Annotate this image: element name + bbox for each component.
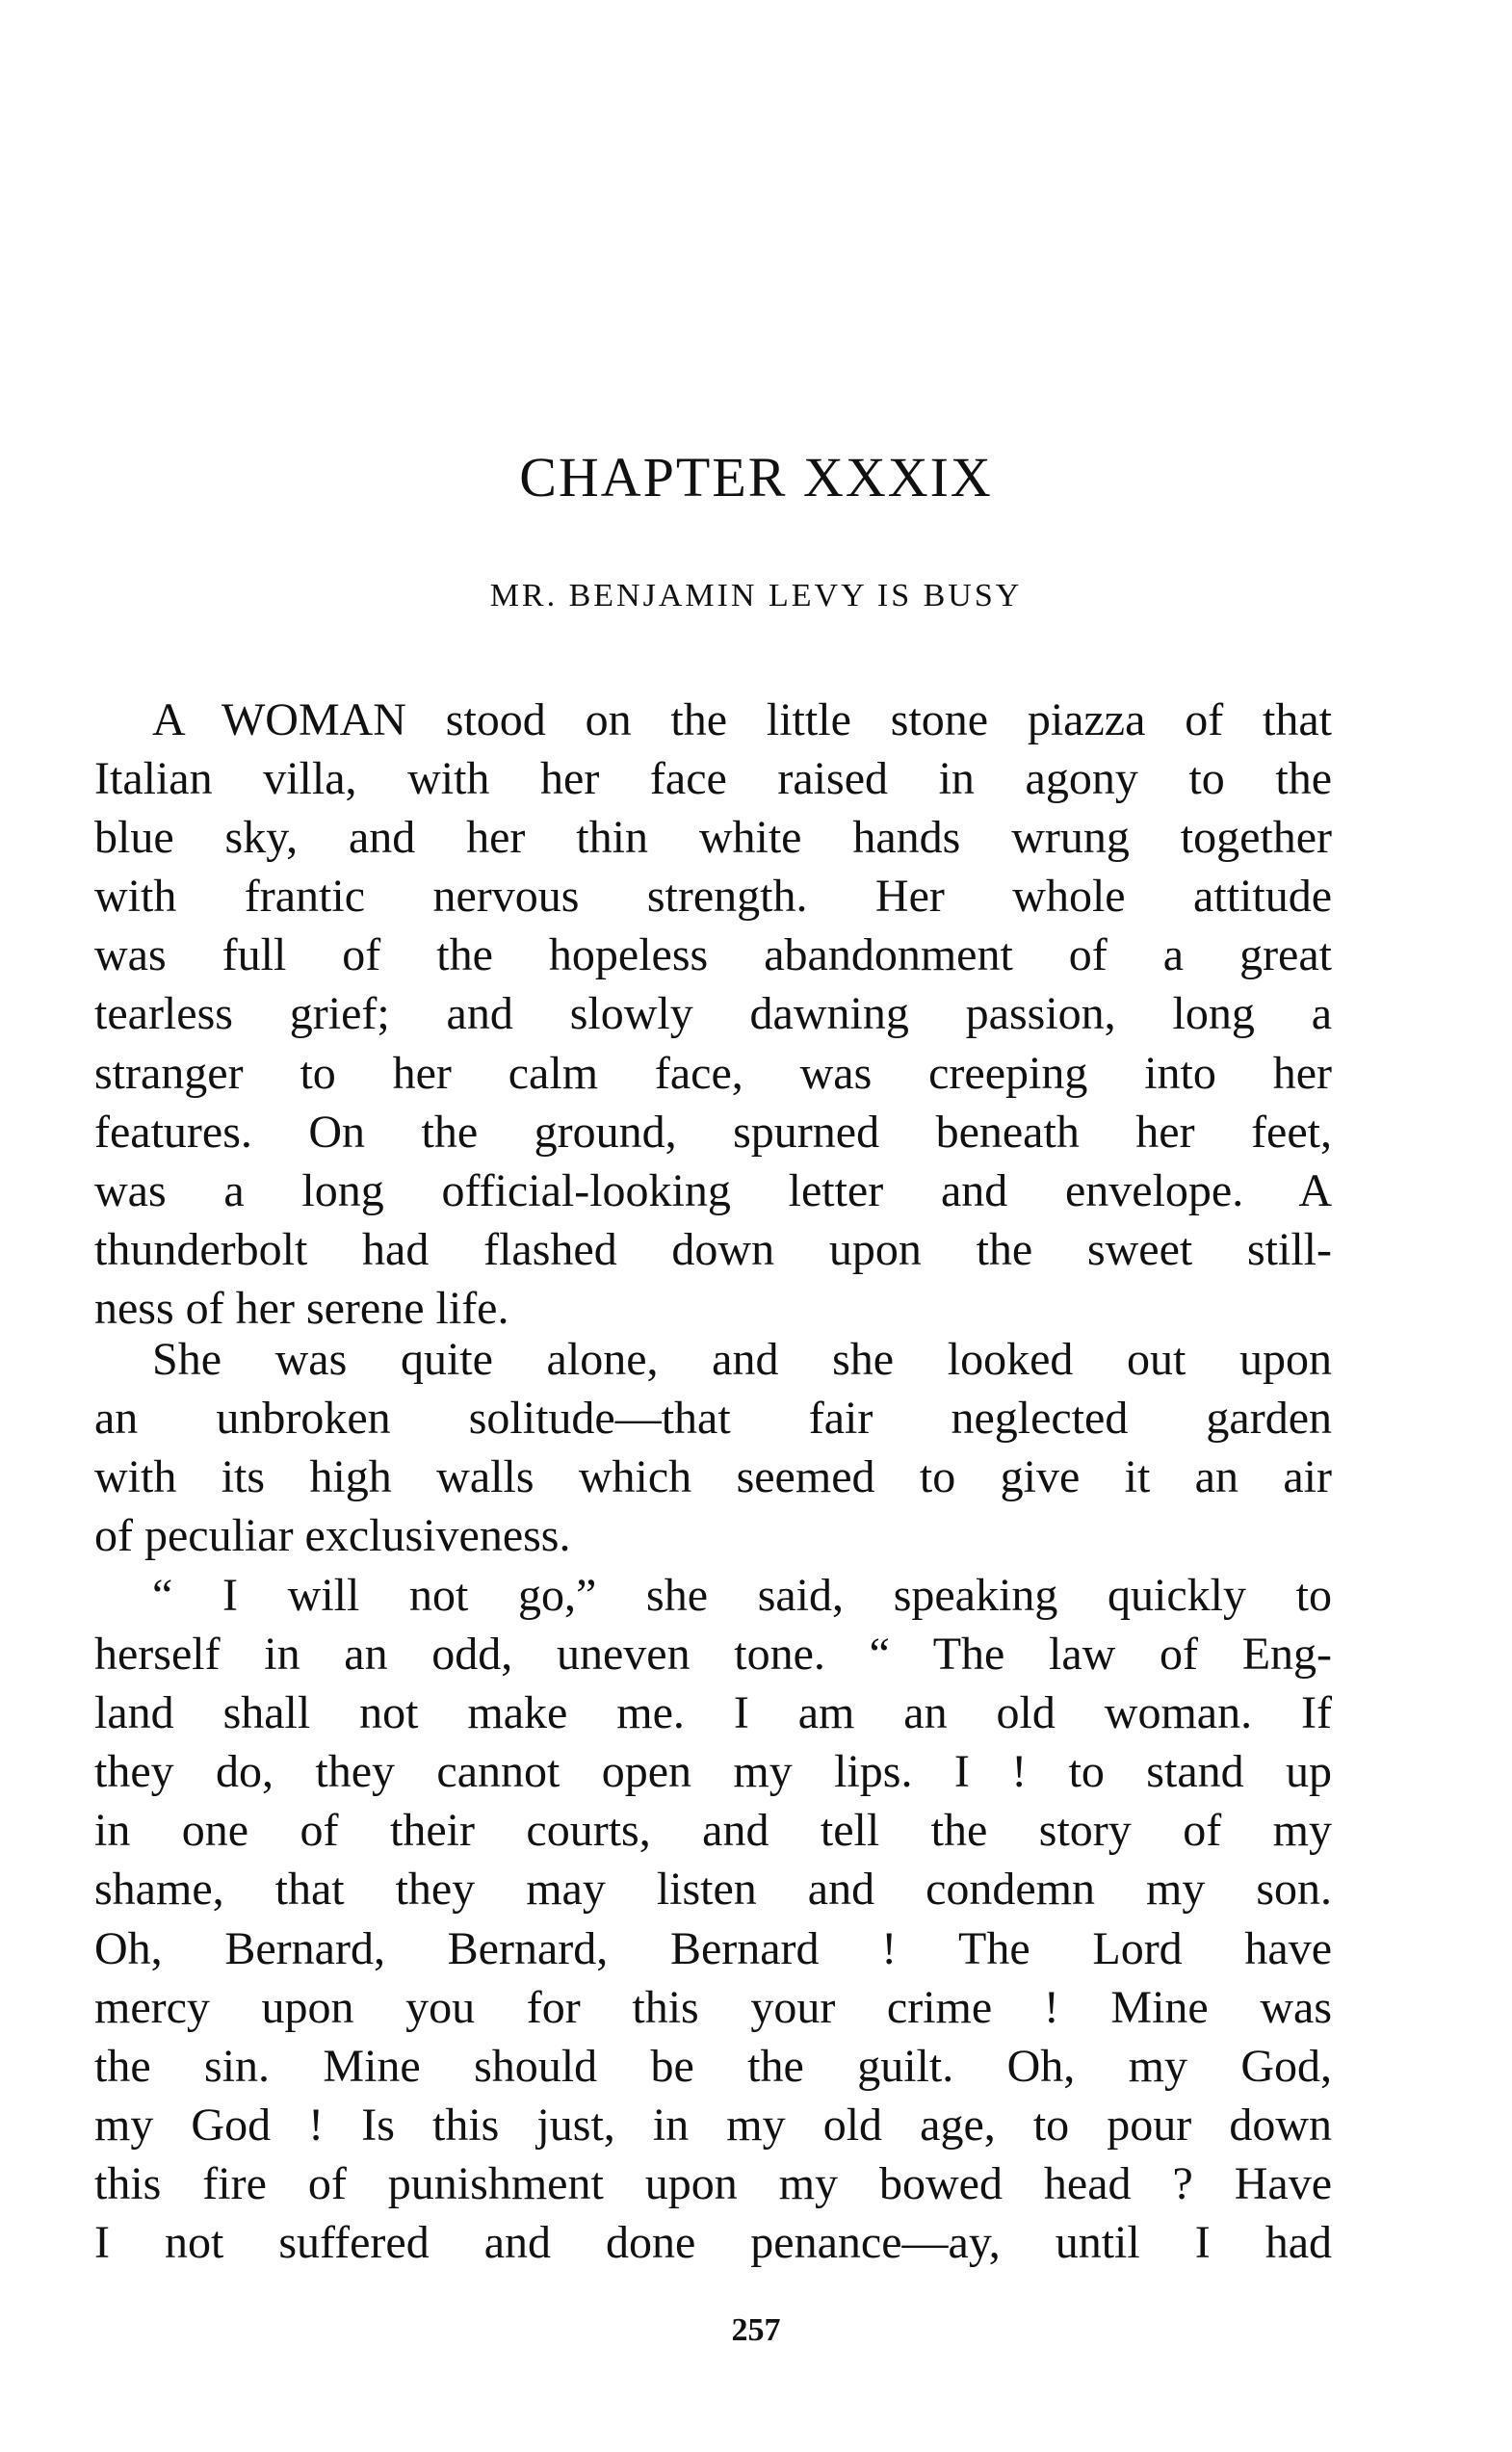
text-line: Italian villa, with her face raised in agony to the <box>94 753 1332 805</box>
text-line: with its high walls which seemed to give it an air <box>94 1451 1332 1503</box>
paragraph-3 <box>94 1566 1332 2272</box>
text-line: my God ! Is this just, in my old age, to pour down <box>94 2099 1332 2151</box>
text-line: an unbroken solitude—that fair neglected garden <box>94 1393 1332 1445</box>
text-line: this fire of punishment upon my bowed head ? Have <box>94 2157 1332 2209</box>
text-line: with frantic nervous strength. Her whole attitude <box>94 871 1332 923</box>
text-line: tearless grief; and slowly dawning passion, long a <box>94 988 1332 1040</box>
text-line: thunderbolt had flashed down upon the sweet still- <box>94 1223 1332 1275</box>
text-line: A WOMAN stood on the little stone piazza of that <box>152 694 1332 745</box>
paragraph-1 <box>94 691 1332 1338</box>
text-line: was full of the hopeless abandonment of a great <box>94 929 1332 981</box>
text-line: features. On the ground, spurned beneath her feet, <box>94 1106 1332 1158</box>
text-line: I not suffered and done penance—ay, until I had <box>94 2217 1332 2269</box>
text-line: was a long official-looking letter and envelope. A <box>94 1164 1332 1216</box>
text-line: the sin. Mine should be the guilt. Oh, my God, <box>94 2040 1332 2092</box>
text-line: land shall not make me. I am an old woman. If <box>94 1687 1332 1739</box>
text-line: in one of their courts, and tell the story of my <box>94 1805 1332 1857</box>
text-line: shame, that they may listen and condemn my son. <box>94 1864 1332 1916</box>
text-line: of peculiar exclusiveness. <box>94 1510 571 1562</box>
text-line: they do, they cannot open my lips. I ! to stand up <box>94 1746 1332 1798</box>
chapter-title: CHAPTER XXXIX <box>519 446 993 509</box>
text-line: She was quite alone, and she looked out upon <box>152 1334 1332 1385</box>
text-line: “ I will not go,” she said, speaking quickly to <box>152 1570 1332 1621</box>
text-line: mercy upon you for this your crime ! Mine was <box>94 1981 1332 2033</box>
paragraph-2 <box>94 1330 1332 1565</box>
page-number: 257 <box>731 2312 781 2348</box>
text-line: Oh, Bernard, Bernard, Bernard ! The Lord have <box>94 1922 1332 1974</box>
text-line: herself in an odd, uneven tone. “ The law of Eng- <box>94 1629 1332 1681</box>
chapter-subtitle: MR. BENJAMIN LEVY IS BUSY <box>489 578 1023 613</box>
text-line: ness of her serene life. <box>94 1282 509 1334</box>
text-line: stranger to her calm face, was creeping into her <box>94 1047 1332 1099</box>
text-line: blue sky, and her thin white hands wrung together <box>94 812 1332 864</box>
